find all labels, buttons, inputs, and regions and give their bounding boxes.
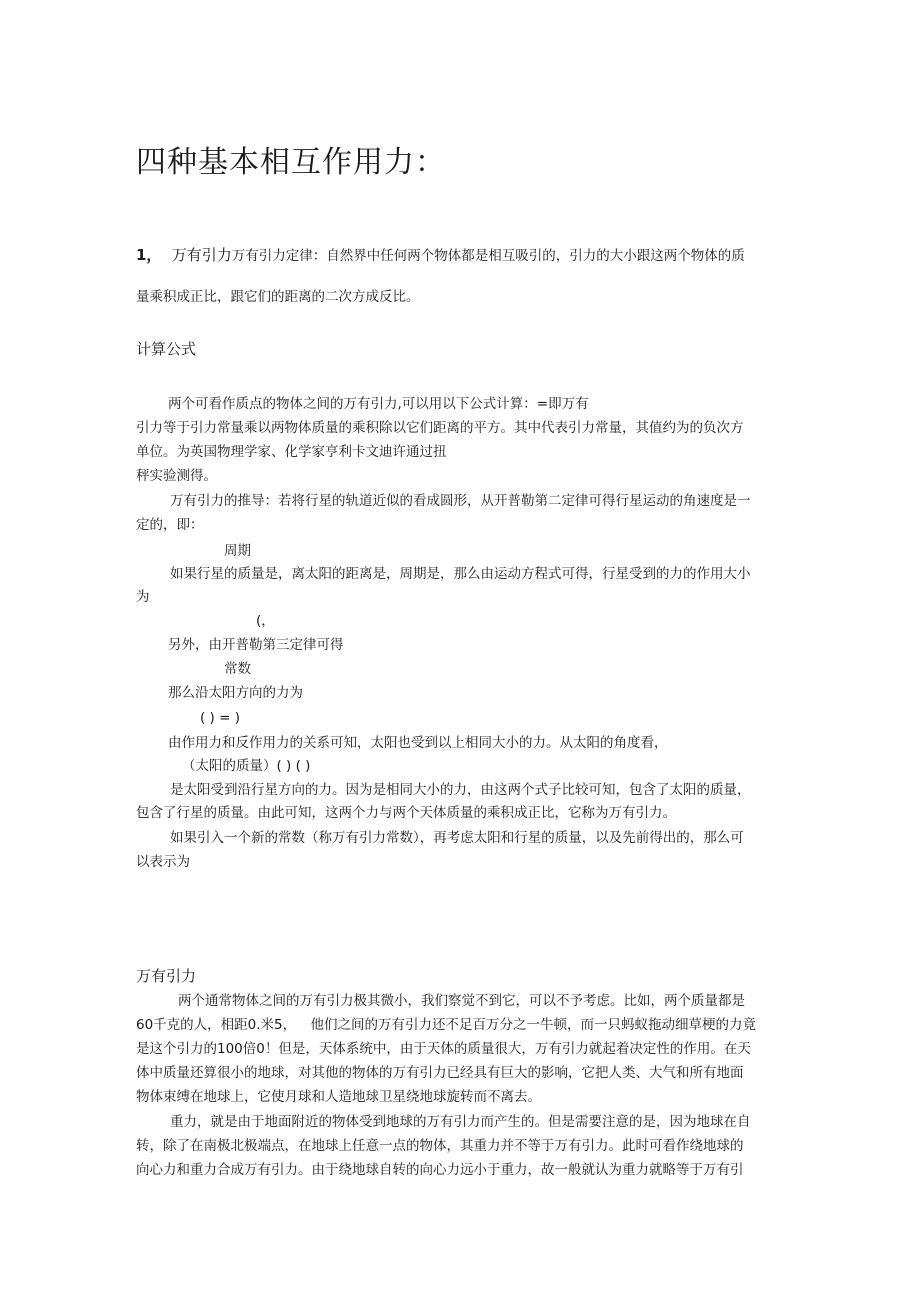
- gravity-line: 是这个引力的100倍0！但是，天体系统中，由于天体的质量很大，万有引力就起着决定性的作用。在天: [136, 1041, 751, 1057]
- paragraph-line: 以表示为: [136, 854, 190, 870]
- paragraph-line: 是太阳受到沿行星方向的力。因为是相同大小的力，由这两个式子比较可知，包含了太阳的质量，: [170, 782, 751, 798]
- gravity-line: 体中质量还算很小的地球，对其他的物体的万有引力已经具有巨大的影响，它把人类、大气和所有地面: [136, 1065, 744, 1081]
- paragraph-line: 常数: [224, 661, 251, 677]
- paragraph-line: 包含了行星的质量。由此可知，这两个力与两个天体质量的乘积成正比，它称为万有引力。: [136, 805, 676, 821]
- paragraph-line: ( ) = ): [200, 710, 240, 726]
- paragraph-line: 另外，由开普勒第三定律可得: [168, 637, 344, 653]
- paragraph-line: 如果引入一个新的常数（称万有引力常数），再考虑太阳和行星的质量，以及先前得出的，那么可: [170, 830, 744, 846]
- paragraph-line: 为: [136, 589, 150, 605]
- paragraph-line: 如果行星的质量是，离太阳的距离是，周期是，那么由运动方程式可得，行星受到的力的作用大小: [170, 566, 751, 582]
- section-number: 1，: [136, 246, 162, 264]
- gravity-line-part: 60千克的人，相距0.米5，: [136, 1017, 297, 1033]
- gravity-line: 物体束缚在地球上，它使月球和人造地球卫星绕地球旋转而不离去。: [136, 1089, 541, 1105]
- paragraph-line: 周期: [224, 543, 251, 559]
- gravity-line: [136, 1016, 756, 1034]
- paragraph-line: 两个可看作质点的物体之间的万有引力,可以用以下公式计算：=即万有: [168, 396, 589, 412]
- paragraph-line: (，: [256, 613, 275, 629]
- paragraph-line: 秤实验测得。: [136, 468, 217, 484]
- gravity-heading: 万有引力: [136, 967, 197, 985]
- page-title: 四种基本相互作用力：: [136, 145, 446, 180]
- section-definition-line-2: 量乘积成正比，跟它们的距离的二次方成反比。: [136, 289, 420, 305]
- paragraph-line: 单位。为英国物理学家、化学家亨利卡文迪许通过扭: [136, 444, 447, 460]
- gravity-line: 向心力和重力合成万有引力。由于绕地球自转的向心力远小于重力，故一般就认为重力就略等于万有引: [136, 1162, 744, 1178]
- paragraph-line: 由作用力和反作用力的关系可知，太阳也受到以上相同大小的力。从太阳的角度看，: [168, 735, 668, 751]
- gravity-line: 两个通常物体之间的万有引力极其微小，我们察觉不到它，可以不予考虑。比如，两个质量都是: [178, 993, 745, 1009]
- paragraph-line: 那么沿太阳方向的力为: [168, 685, 303, 701]
- gravity-line: 转，除了在南极北极端点，在地球上任意一点的物体，其重力并不等于万有引力。此时可看作绕地球的: [136, 1138, 744, 1154]
- paragraph-line: （太阳的质量）( ) ( ): [182, 758, 311, 774]
- section-term: 万有引力: [171, 246, 232, 264]
- section-definition-line-1: 万有引力定律：自然界中任何两个物体都是相互吸引的，引力的大小跟这两个物体的质: [231, 248, 745, 264]
- formula-heading: 计算公式: [136, 340, 197, 358]
- paragraph-line: 万有引力的推导：若将行星的轨道近似的看成圆形，从开普勒第二定律可得行星运动的角速度是一: [170, 493, 751, 509]
- gravity-line: 重力，就是由于地面附近的物体受到地球的万有引力而产生的。但是需要注意的是，因为地球在自: [170, 1114, 751, 1130]
- paragraph-line: 引力等于引力常量乘以两物体质量的乘积除以它们距离的平方。其中代表引力常量，其值约为的负次方: [136, 420, 744, 436]
- paragraph-line: 定的，即：: [136, 517, 204, 533]
- gravity-line-part: 他们之间的万有引力还不足百万分之一牛顿，而一只蚂蚁拖动细草梗的力竟: [310, 1017, 756, 1033]
- section-1-line-1: [136, 246, 745, 265]
